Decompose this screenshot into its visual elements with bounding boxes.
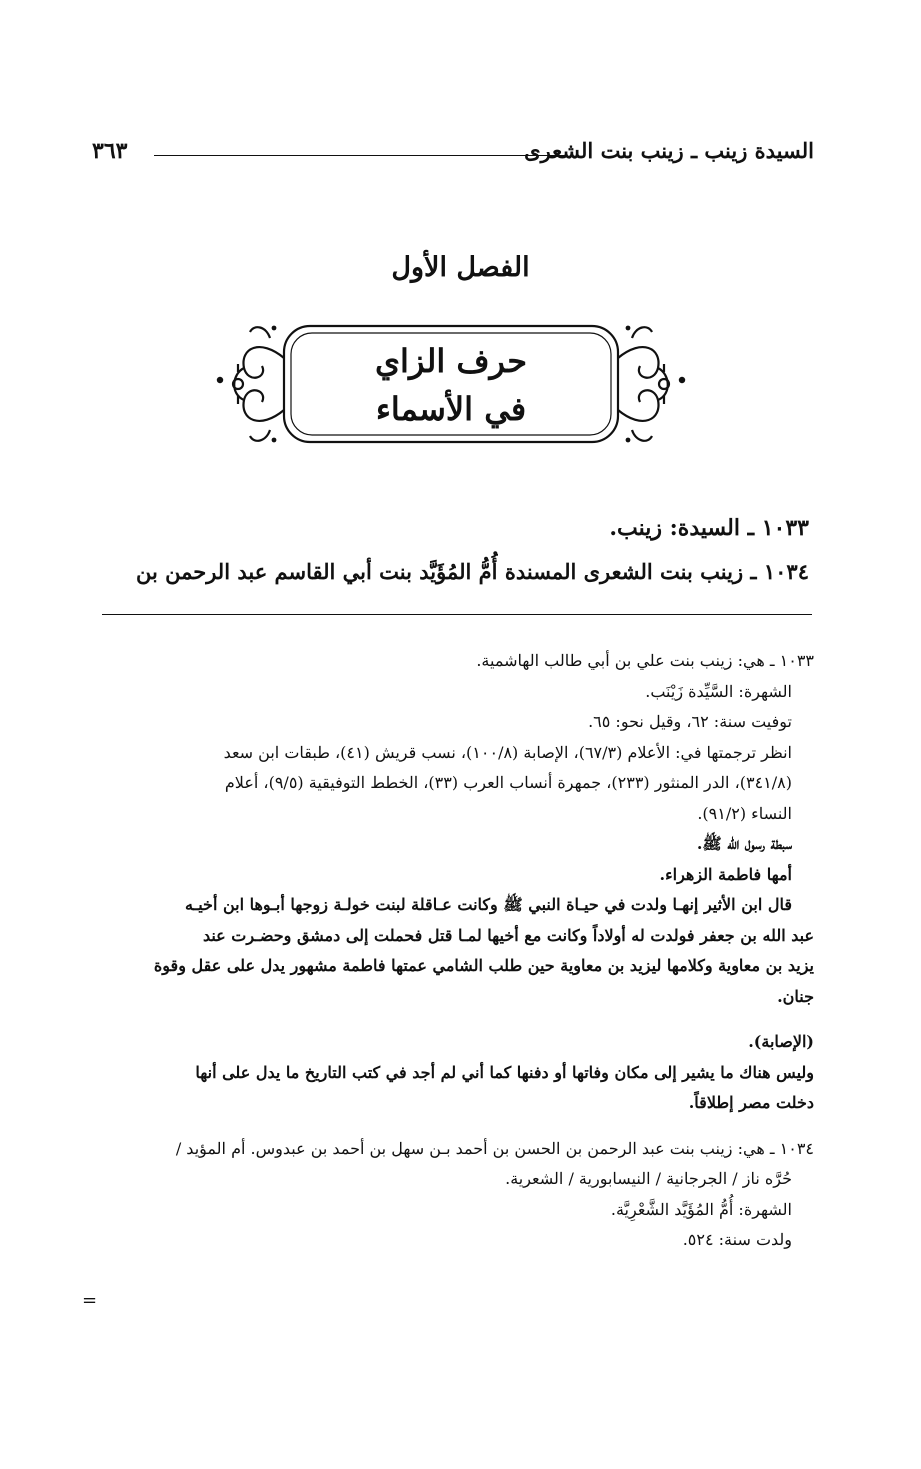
footnote-separator — [96, 614, 812, 615]
entry-1033: ١٠٣٣ ـ السيدة: زينب. — [609, 515, 809, 541]
note-line: دخلت مصر إطلاقاً. — [688, 1093, 814, 1112]
note-line: عبد الله بن جعفر فولدت له أولاداً وكانت مع أخيها لمـا قتل فحملت إلى دمشق وحضـرت عند — [202, 925, 814, 945]
note-line: (الإصابة). — [748, 1032, 814, 1051]
note-line: سبطة رسول الله ﷺ. — [696, 834, 792, 853]
note-line: ١٠٣٤ ـ هي: زينب بنت عبد الرحمن بن الحسن بن أحمد بـن سهل بن أحمد بن عبدوس. أم المؤيد / — [175, 1138, 814, 1158]
note-line: الشهرة: أُمُّ المُؤَيَّد الشَّعْرِيَّة. — [610, 1199, 792, 1219]
note-line: وليس هناك ما يشير إلى مكان وفاتها أو دفنها كما أني لم أجد في كتب التاريخ ما يدل على أنها — [195, 1062, 814, 1082]
note-line: جنان. — [777, 986, 814, 1006]
running-title: السيدة زينب ـ زينب بنت الشعرى — [524, 138, 814, 163]
note-line: قال ابن الأثير إنهـا ولدت في حيـاة النبي ﷺ وكانت عـاقلة لبنت خولـة زوجها أبـوها ابن أخيـه — [184, 895, 792, 914]
note-line: ولدت سنة: ٥٢٤. — [682, 1230, 792, 1249]
page-number: ٣٦٣ — [92, 138, 128, 164]
note-line: ١٠٣٣ ـ هي: زينب بنت علي بن أبي طالب الهاشمية. — [476, 651, 814, 670]
note-line: توفيت سنة: ٦٢، وقيل نحو: ٦٥. — [588, 712, 792, 731]
continuation-mark: = — [82, 1290, 98, 1311]
note-line: انظر ترجمتها في: الأعلام (٦٧/٣)، الإصابة (١٠٠/٨)، نسب قريش (٤١)، طبقات ابن سعد — [223, 742, 792, 762]
main-entries — [109, 506, 809, 594]
footnotes — [96, 646, 814, 1256]
note-line: أمها فاطمة الزهراء. — [659, 864, 792, 884]
note-line: الشهرة: السَّيِّدة زَيْنَب. — [645, 681, 792, 701]
frame-heading-line2: في الأسماء — [375, 390, 527, 428]
note-line: حُرَّه ناز / الجرجانية / النيسابورية / الشعرية. — [505, 1169, 792, 1188]
running-header — [92, 138, 814, 174]
entry-1034: ١٠٣٤ ـ زينب بنت الشعرى المسندة أُمُّ المُؤَيَّد بنت أبي القاسم عبد الرحمن بن — [135, 559, 809, 584]
ornate-title-frame — [212, 318, 690, 450]
note-line: النساء (٩١/٢). — [697, 803, 792, 823]
note-line: يزيد بن معاوية وكلامها ليزيد بن معاوية حين طلب الشامي عمتها فاطمة مشهور يدل على عقل وقوة — [153, 956, 814, 975]
frame-heading-line1: حرف الزاي — [375, 342, 527, 380]
chapter-title: الفصل الأول — [391, 252, 530, 283]
note-line: (٣٤١/٨)، الدر المنثور (٢٣٣)، جمهرة أنساب العرب (٣٣)، الخطط التوفيقية (٩/٥)، أعلام — [224, 773, 792, 792]
header-rule — [154, 155, 566, 156]
